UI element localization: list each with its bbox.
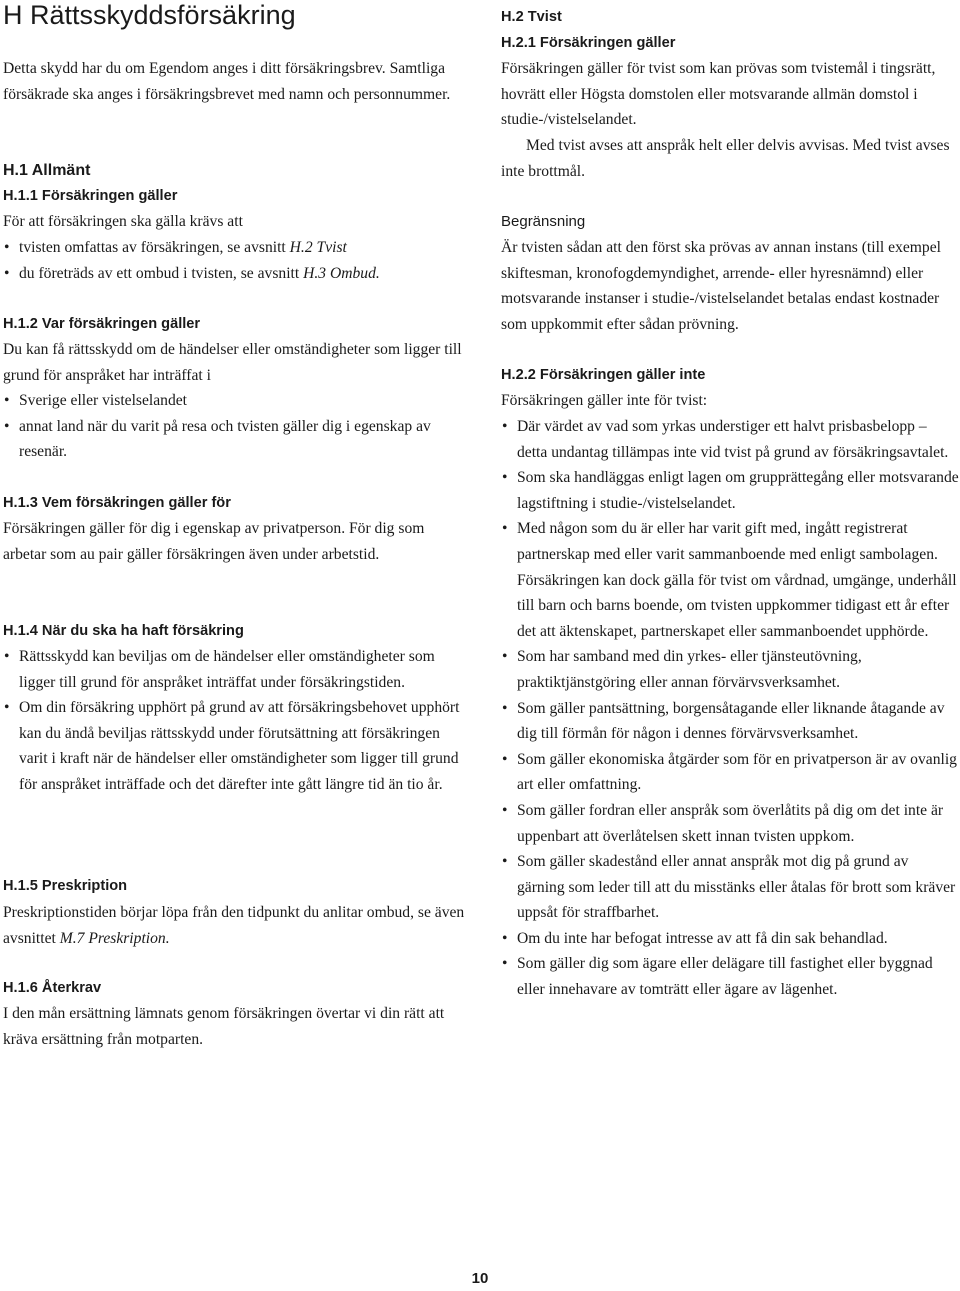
section-heading-h1: H.1 Allmänt [3,162,91,179]
subsection-heading-h1-6: H.1.6 Återkrav [3,980,102,996]
paragraph-h1-3: Försäkringen gäller för dig i egenskap av privatperson. För dig som arbetar som au pair gäller försäkringen även under arbetstid. [3,520,425,563]
intro-paragraph: Detta skydd har du om Egendom anges i ditt försäkringsbrev. Samtliga försäkrade ska anges i försäkringsbrevet med namn och personnummer. [3,60,451,103]
bullet-icon: • [502,929,508,947]
list-item: • Som gäller ekonomiska åtgärder som för en privatperson är av ovanlig art eller omfattning. [501,747,959,798]
subsection-heading-h2-2: H.2.2 Försäkringen gäller inte [501,367,706,383]
limitation-heading: Begränsning [501,213,586,230]
list-item: • Om du inte har befogat intresse av att få din sak behandlad. [501,926,959,952]
bullet-icon: • [502,853,508,871]
bullet-icon: • [4,699,10,717]
limitation-paragraph: Är tvisten sådan att den först ska prövas av annan instans (till exempel skiftesman, kronofogdemyndighet, arrende- eller hyresnämnd) eller motsvarande instanser i studie-/vistelselandet betalas endast kostnader som uppkommit efter sådan prövning. [501,239,941,333]
bullet-list-h1-1 [3,235,465,286]
bullet-icon: • [502,520,508,538]
paragraph-h2-1: Försäkringen gäller för tvist som kan prövas som tvistemål i tingsrätt, hovrätt eller Högsta domstolen eller motsvarande allmän domstol i studie-/vistelselandet. [501,60,936,129]
bullet-icon: • [4,648,10,665]
list-item: • annat land när du varit på resa och tvisten gäller dig i egenskap av resenär. [3,414,445,465]
list-item: • Som gäller pantsättning, borgensåtagande eller liknande åtagande av dig till förmån för någon i dennes förvärvsverksamhet. [501,696,959,747]
bullet-icon: • [502,469,508,487]
page-title: H Rättsskyddsförsäkring [3,0,296,30]
paragraph-h1-2: Du kan få rättsskydd om de händelser eller omständigheter som ligger till grund för anspråket har inträffat i [3,341,462,384]
list-item: • Som gäller dig som ägare eller delägare till fastighet eller byggnad eller innehavare av tomträtt eller ägare av lägenhet. [501,951,959,1002]
bullet-icon: • [4,239,10,256]
list-item: • Med någon som du är eller har varit gift med, ingått registrerat partnerskap med eller varit sammanboende med enligt sambolagen. Försäkringen kan dock gälla för tvist om vårdnad, umgänge, underhåll till barn och barns boende, om tvisten uppkommer tidigast ett år efter det att äktenskapet, partnerskapet eller sammanboendet upphörde. [501,516,959,644]
page-number: 10 [471,1270,489,1287]
list-item: • Sverige eller vistelselandet [3,388,445,414]
bullet-icon: • [502,750,508,768]
bullet-icon: • [502,801,508,819]
bullet-list-h1-4 [3,644,465,798]
list-item: • Som ska handläggas enligt lagen om grupprättegång eller motsvarande lagstiftning i studie-/vistelselandet. [501,465,959,516]
section-heading-h2: H.2 Tvist [501,9,562,25]
list-item: • Som gäller fordran eller anspråk som överlåtits på dig om det inte är uppenbart att överlåtelsen skett innan tvisten uppkom. [501,798,959,849]
list-item: • Som gäller skadestånd eller annat anspråk mot dig på grund av gärning som leder till att du misstänks eller åtalas för brott som kräver uppsåt för straffbarhet. [501,849,959,926]
paragraph-h1-5: Preskriptionstiden börjar löpa från den tidpunkt du anlitar ombud, se även avsnittet M.7 Preskription. [3,904,465,947]
subsection-heading-h1-3: H.1.3 Vem försäkringen gäller för [3,495,231,511]
bullet-list-h1-2 [3,388,445,465]
list-item: • Om din försäkring upphört på grund av att försäkringsbehovet upphört kan du ändå beviljas rättsskydd under förutsättning att försäkringen varit i kraft när de händelser eller omständigheter som ligger till grund för anspråket inträffade och det därefter inte gått längre tid än tio år. [3,695,465,797]
subsection-heading-h1-4: H.1.4 När du ska ha haft försäkring [3,623,244,639]
list-item: • Rättsskydd kan beviljas om de händelser eller omständigheter som ligger till grund för anspråket inträffat under försäkringstiden. [3,644,465,695]
bullet-list-h2-2 [501,414,959,1003]
list-item: • Som har samband med din yrkes- eller tjänsteutövning, praktiktjänstgöring eller annan förvärvsverksamhet. [501,644,959,695]
section-reference: H.2 Tvist [289,239,347,256]
bullet-icon: • [502,699,508,717]
bullet-icon: • [4,392,10,409]
section-reference: H.3 Ombud. [303,264,380,282]
bullet-icon: • [502,955,508,973]
list-item: • tvisten omfattas av försäkringen, se avsnitt H.2 Tvist [3,235,465,261]
bullet-icon: • [4,417,10,435]
paragraph-h2-2: Försäkringen gäller inte för tvist: [501,392,708,409]
bullet-icon: • [4,264,10,282]
subsection-heading-h1-1: H.1.1 Försäkringen gäller [3,188,178,204]
paragraph-h1-6: I den mån ersättning lämnats genom försäkringen övertar vi din rätt att kräva ersättning från motparten. [3,1005,445,1048]
section-reference: M.7 Preskription. [59,929,170,947]
list-item: • du företräds av ett ombud i tvisten, se avsnitt H.3 Ombud. [3,261,465,287]
subsection-heading-h1-5: H.1.5 Preskription [3,878,128,894]
bullet-icon: • [502,648,508,666]
subsection-heading-h2-1: H.2.1 Försäkringen gäller [501,35,676,51]
bullet-icon: • [502,418,508,435]
paragraph-h1-1: För att försäkringen ska gälla krävs att [3,213,243,230]
list-item: • Där värdet av vad som yrkas understiger ett halvt prisbasbelopp – detta undantag tillämpas inte vid tvist på grund av försäkringsavtalet. [501,414,959,465]
subsection-heading-h1-2: H.1.2 Var försäkringen gäller [3,316,201,332]
paragraph-h2-1-tvist: Med tvist avses att anspråk helt eller delvis avvisas. Med tvist avses inte brottmål. [501,137,950,180]
